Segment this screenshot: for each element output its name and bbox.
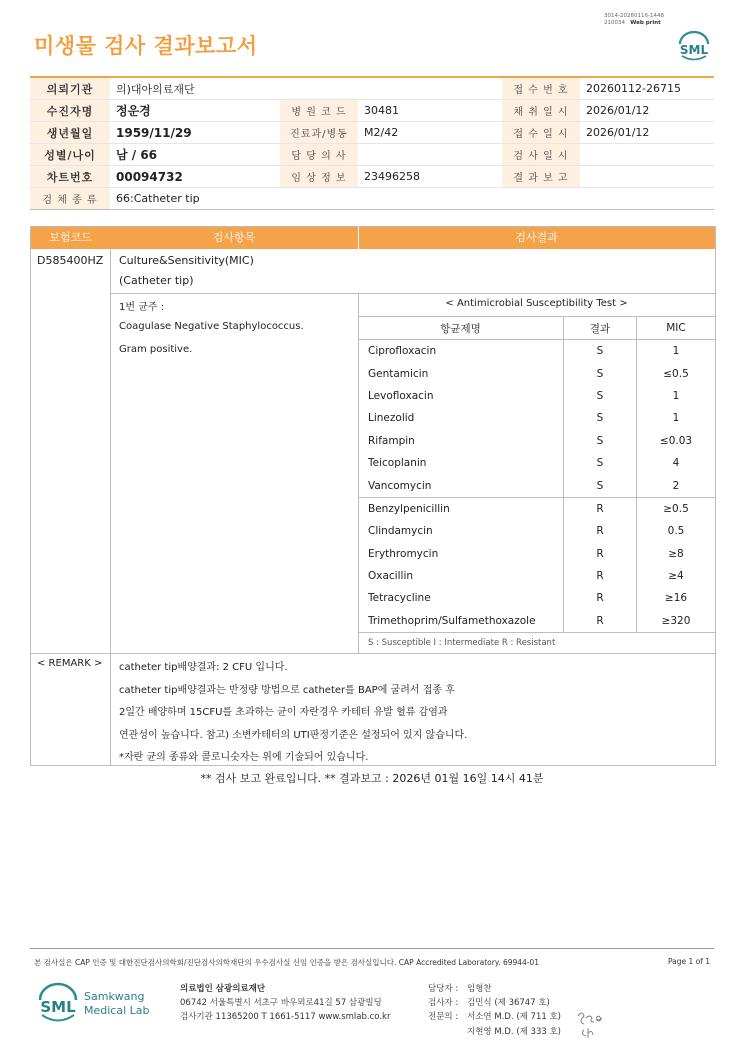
signer-label: 담당자 : (428, 984, 459, 994)
susceptibility-result: R (564, 543, 637, 565)
footer-divider (30, 948, 714, 949)
row-divider (110, 293, 715, 294)
value-receive-date: 2026/01/12 (580, 122, 714, 144)
susceptibility-result: R (564, 520, 637, 542)
info-row (30, 188, 714, 210)
brand-subname: Medical Lab (84, 1004, 150, 1017)
drug-name: Linezolid (358, 407, 564, 429)
certification-note: 본 검사실은 CAP 인증 및 대한진단검사의학회/진단검사의학재단의 우수검사실 신임 인증을 받은 검사실입니다. CAP Accredited Laboratory. 69944-01 (34, 958, 540, 967)
remark-line: *자란 균의 종류와 콜로니숫자는 위에 기술되어 있습니다. (119, 752, 369, 763)
print-code-line2: 210034 (604, 20, 625, 26)
susceptibility-result: S (564, 340, 637, 363)
value-requester: 의)대아의료재단 (110, 77, 502, 100)
drug-name: Teicoplanin (358, 452, 564, 474)
mic-value: 0.5 (667, 525, 685, 538)
org-contact: 검사기관 11365200 T 1661-5117 www.smlab.co.kr (180, 1012, 391, 1022)
column-divider (110, 249, 111, 765)
value-collect-date: 2026/01/12 (580, 100, 714, 122)
value-department: M2/42 (358, 122, 502, 144)
ast-row (358, 565, 715, 587)
ast-legend: S : Susceptible I : Intermediate R : Resistant (358, 633, 715, 654)
completion-note: ** 검사 보고 완료입니다. ** 결과보고 : 2026년 01월 16일 14시 41분 (200, 772, 544, 785)
drug-name: Rifampin (358, 430, 564, 452)
org-name: 의료법인 삼광의료재단 (180, 984, 266, 994)
drug-name: Benzylpenicillin (358, 497, 564, 520)
ast-table (358, 316, 715, 653)
col-result: 결과 (564, 317, 637, 340)
label-report-date: 결 과 보 고 (502, 166, 580, 188)
value-chart-no: 00094732 (110, 166, 280, 188)
susceptibility-result: S (564, 407, 637, 429)
remark-line: catheter tip배양결과: 2 CFU 입니다. (119, 662, 288, 673)
ast-row (358, 610, 715, 633)
value-birthdate: 1959/11/29 (110, 122, 280, 144)
signer-name: 지현영 M.D. (제 333 호) (467, 1027, 562, 1037)
susceptibility-result: S (564, 452, 637, 474)
label-clinical-info: 임 상 정 보 (280, 166, 358, 188)
drug-name: Erythromycin (358, 543, 564, 565)
col-mic: MIC (637, 317, 716, 340)
signer-name: 김민식 (제 36747 호) (467, 998, 550, 1008)
ast-row (358, 385, 715, 407)
ast-row (358, 407, 715, 429)
ast-legend-row (358, 633, 715, 654)
ast-row (358, 452, 715, 474)
signer-name: 임형찬 (467, 984, 492, 994)
remark-line: catheter tip배양결과는 반정량 방법으로 catheter를 BAP에 굴려서 접종 후 (119, 685, 455, 696)
ast-row (358, 497, 715, 520)
label-department: 진료과/병동 (280, 122, 358, 144)
strain-label: 1번 균주 : (119, 302, 165, 313)
sml-logo-text: SML (679, 43, 709, 57)
col-drug: 항균제명 (358, 317, 564, 340)
drug-name: Ciprofloxacin (358, 340, 564, 363)
test-specimen: (Catheter tip) (119, 274, 194, 287)
ast-header-row (358, 317, 715, 340)
results-section (30, 226, 716, 766)
ast-row (358, 474, 715, 497)
drug-name: Trimethoprim/Sulfamethoxazole (358, 610, 564, 633)
sml-logo-icon (676, 30, 712, 62)
mic-value: ≥8 (668, 547, 684, 560)
organism-name: Coagulase Negative Staphylococcus. (119, 321, 304, 332)
mic-value: ≥0.5 (637, 497, 716, 520)
web-print-tag: Web print (630, 20, 661, 26)
ast-row (358, 430, 715, 452)
remark-label: < REMARK > (37, 658, 103, 669)
value-accession-no: 20260112-26715 (580, 77, 714, 100)
ast-row (358, 587, 715, 609)
label-sex-age: 성별/나이 (30, 144, 110, 166)
susceptibility-result: R (564, 497, 637, 520)
patient-info-table (30, 76, 714, 210)
mic-value: 2 (672, 479, 680, 492)
susceptibility-result: S (564, 430, 637, 452)
signer-label: 전문의 : (428, 1012, 459, 1022)
label-chart-no: 차트번호 (30, 166, 110, 188)
samkwang-logo-icon (36, 980, 80, 1026)
ast-row (358, 520, 715, 542)
samkwang-logo-text: SML (40, 998, 76, 1016)
ast-row (358, 340, 715, 363)
signer-label: 검사자 : (428, 998, 459, 1008)
gram-stain: Gram positive. (119, 344, 193, 355)
remark-divider (31, 653, 715, 654)
page-number: Page 1 of 1 (668, 957, 711, 966)
info-row (30, 122, 714, 144)
test-name: Culture&Sensitivity(MIC) (119, 254, 254, 267)
value-patient-name: 정운경 (110, 100, 280, 122)
value-test-date (580, 144, 714, 166)
mic-value: ≥4 (668, 570, 684, 583)
ast-row (358, 543, 715, 565)
value-specimen: 66:Catheter tip (110, 188, 714, 210)
drug-name: Levofloxacin (358, 385, 564, 407)
ast-row (358, 362, 715, 384)
info-row (30, 100, 714, 122)
label-birthdate: 생년월일 (30, 122, 110, 144)
mic-value: ≥16 (664, 592, 688, 605)
value-report-date (580, 166, 714, 188)
brand-name: Samkwang (84, 990, 145, 1003)
susceptibility-result: R (564, 565, 637, 587)
print-code-line1: 3014-20260116-1448 (604, 13, 664, 19)
label-specimen: 검 체 종 류 (30, 188, 110, 210)
label-receive-date: 접 수 일 시 (502, 122, 580, 144)
print-code (604, 13, 664, 27)
remark-line: 2일간 배양하며 15CFU를 초과하는 균이 자란경우 카테터 유발 혈류 감염과 (119, 707, 448, 718)
header-test-result: 검사결과 (358, 227, 715, 249)
info-row (30, 77, 714, 100)
label-hospital-code: 병 원 코 드 (280, 100, 358, 122)
susceptibility-result: S (564, 362, 637, 384)
value-clinical-info: 23496258 (358, 166, 502, 188)
mic-value: 1 (672, 412, 680, 425)
value-hospital-code: 30481 (358, 100, 502, 122)
mic-value: 4 (672, 457, 680, 470)
drug-name: Oxacillin (358, 565, 564, 587)
susceptibility-result: S (564, 474, 637, 497)
label-collect-date: 채 취 일 시 (502, 100, 580, 122)
mic-value: 1 (672, 345, 680, 358)
value-physician (358, 144, 502, 166)
info-row (30, 166, 714, 188)
susceptibility-result: R (564, 587, 637, 609)
label-physician: 담 당 의 사 (280, 144, 358, 166)
header-test-item: 검사항목 (110, 227, 358, 249)
value-sex-age: 남 / 66 (110, 144, 280, 166)
insurance-code: D585400HZ (37, 254, 104, 267)
signature-image (574, 1008, 610, 1040)
org-address: 06742 서울특별시 서초구 바우뫼로41길 57 삼광빌딩 (180, 998, 382, 1008)
drug-name: Tetracycline (358, 587, 564, 609)
header-insurance-code: 보험코드 (31, 227, 110, 249)
label-test-date: 검 사 일 시 (502, 144, 580, 166)
remark-line: 연관성이 높습니다. 참고) 소변카테터의 UTI판정기준은 설정되어 있지 않습니다. (119, 730, 468, 741)
label-requester: 의뢰기관 (30, 77, 110, 100)
mic-value: ≥320 (661, 614, 691, 627)
report-title: 미생물 검사 결과보고서 (34, 34, 258, 58)
mic-value: ≤0.03 (659, 434, 693, 447)
drug-name: Gentamicin (358, 362, 564, 384)
drug-name: Clindamycin (358, 520, 564, 542)
label-accession-no: 접 수 번 호 (502, 77, 580, 100)
info-row (30, 144, 714, 166)
mic-value: ≤0.5 (663, 367, 689, 380)
mic-value: 1 (672, 389, 680, 402)
ast-title: < Antimicrobial Susceptibility Test > (445, 298, 628, 309)
header-divider (358, 227, 359, 249)
susceptibility-result: S (564, 385, 637, 407)
susceptibility-result: R (564, 610, 637, 633)
label-patient-name: 수진자명 (30, 100, 110, 122)
drug-name: Vancomycin (358, 474, 564, 497)
signer-name: 서소연 M.D. (제 711 호) (467, 1012, 562, 1022)
